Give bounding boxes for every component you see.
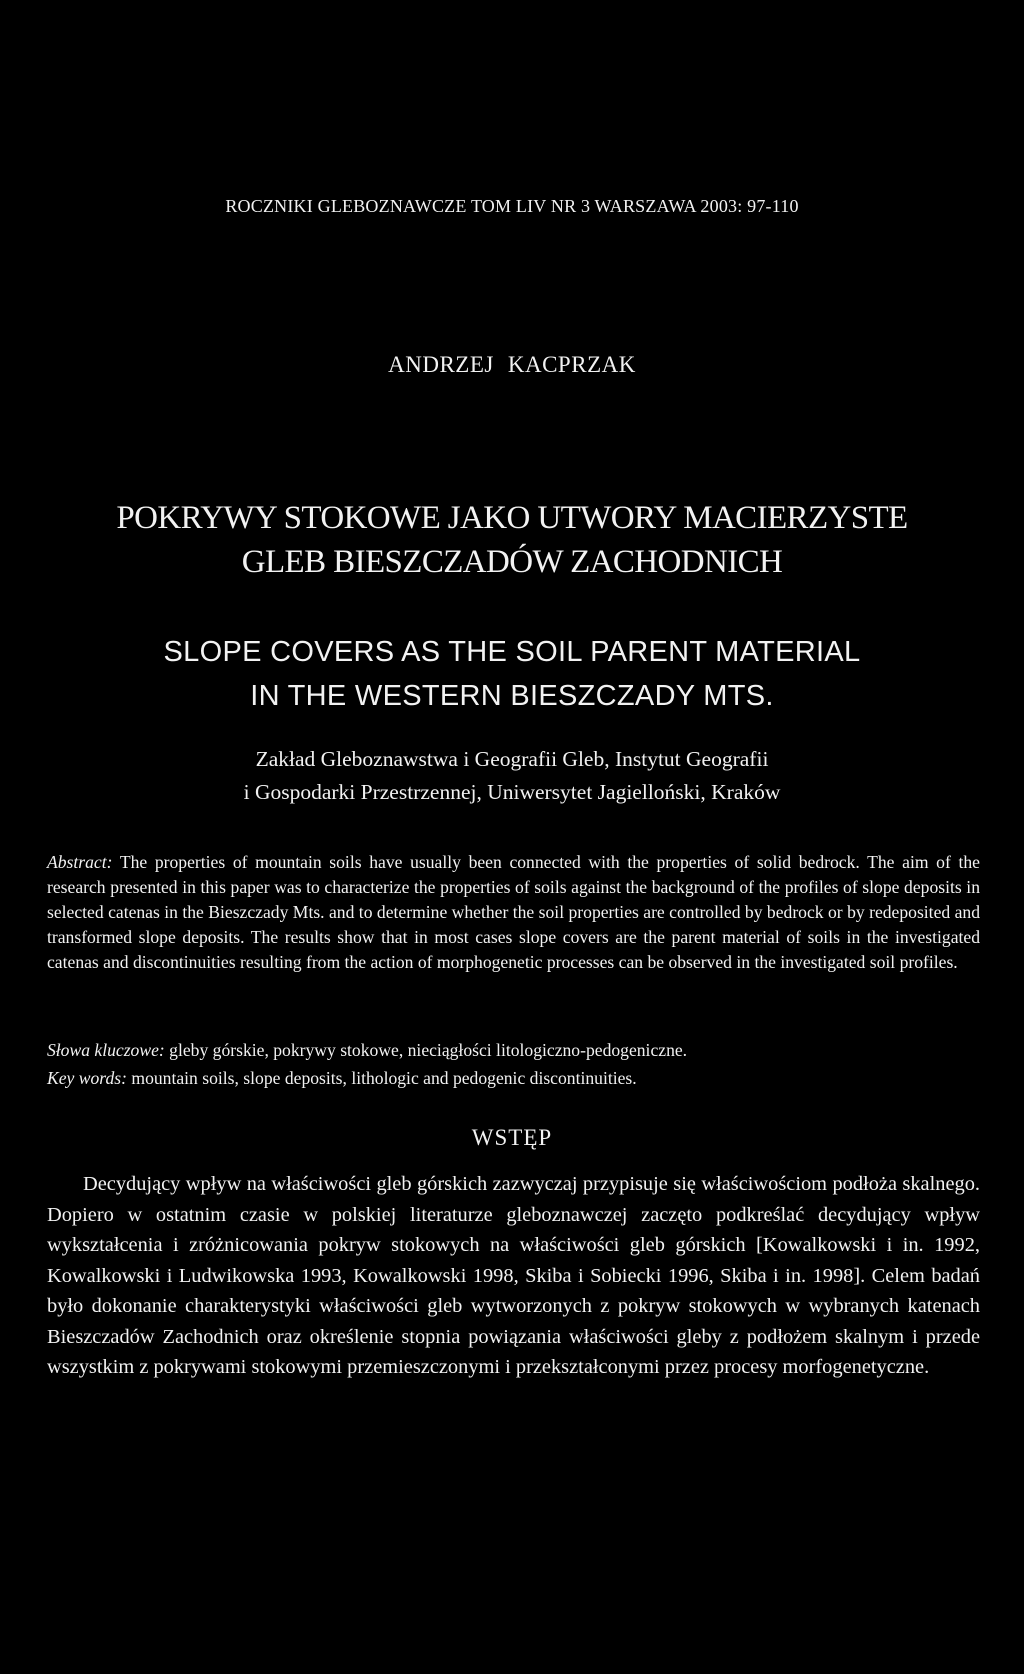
title-english-line-1: SLOPE COVERS AS THE SOIL PARENT MATERIAL	[163, 636, 861, 668]
intro-text: Decydujący wpływ na właściwości gleb górskich zazwyczaj przypisuje się właściwościom podłoża skalnego. Dopiero w ostatnim czasie w polskiej literaturze gleboznawczej zaczęto podkreślać decydujący wpływ wykształcenia i zróżnicowania pokryw stokowych na właściwości gleb górskich [Kowalkowski i in. 1992, Kowalkowski i Ludwikowska 1993, Kowalkowski 1998, Skiba i Sobiecki 1996, Skiba i in. 1998]. Celem badań było dokonanie charakterystyki właściwości gleb wytworzonych z pokryw stokowych w wybranych katenach Bieszczadów Zachodnich oraz określenie stopnia powiązania właściwości gleby z podłożem skalnym i przede wszystkim z pokrywami stokowymi przemieszczonymi i przekształconymi przez procesy morfogenetyczne.	[47, 1173, 980, 1378]
author-name	[0, 352, 1024, 378]
title-polish-line-1: POKRYWY STOKOWE JAKO UTWORY MACIERZYSTE	[116, 500, 908, 536]
title-polish	[0, 496, 1024, 584]
keywords-english-text: mountain soils, slope deposits, lithologic and pedogenic discontinuities.	[131, 1068, 637, 1088]
intro-paragraph	[47, 1169, 980, 1383]
author-first-name: ANDRZEJ	[388, 352, 494, 377]
section-heading: WSTĘP	[471, 1125, 553, 1150]
keywords-english-label: Key words:	[47, 1068, 127, 1088]
journal-header: ROCZNIKI GLEBOZNAWCZE TOM LIV NR 3 WARSZAWA 2003: 97-110	[225, 196, 799, 216]
abstract	[47, 850, 980, 975]
keywords	[47, 1036, 980, 1092]
abstract-label: Abstract:	[47, 852, 113, 872]
affiliation	[0, 743, 1024, 809]
keywords-polish-label: Słowa kluczowe:	[47, 1040, 165, 1060]
title-polish-line-2: GLEB BIESZCZADÓW ZACHODNICH	[241, 544, 783, 580]
keywords-polish-text: gleby górskie, pokrywy stokowe, nieciągłości litologiczno-pedogeniczne.	[169, 1040, 688, 1060]
abstract-text: The properties of mountain soils have usually been connected with the properties of solid bedrock. The aim of the research presented in this paper was to characterize the properties of soils against the background of the profiles of slope deposits in selected catenas in the Bieszczady Mts. and to determine whether the soil properties are controlled by bedrock or by redeposited and transformed slope deposits. The results show that in most cases slope covers are the parent material of soils in the investigated catenas and discontinuities resulting from the action of morphogenetic processes can be observed in the investigated soil profiles.	[47, 852, 980, 972]
title-english	[0, 630, 1024, 718]
keywords-english	[47, 1064, 980, 1092]
affiliation-line-1: Zakład Gleboznawstwa i Geografii Gleb, Instytut Geografii	[255, 747, 769, 771]
author-last-name: KACPRZAK	[507, 352, 636, 377]
affiliation-line-2: i Gospodarki Przestrzennej, Uniwersytet Jagielloński, Kraków	[243, 780, 781, 804]
title-english-line-2: IN THE WESTERN BIESZCZADY MTS.	[250, 680, 774, 712]
keywords-polish	[47, 1036, 980, 1064]
